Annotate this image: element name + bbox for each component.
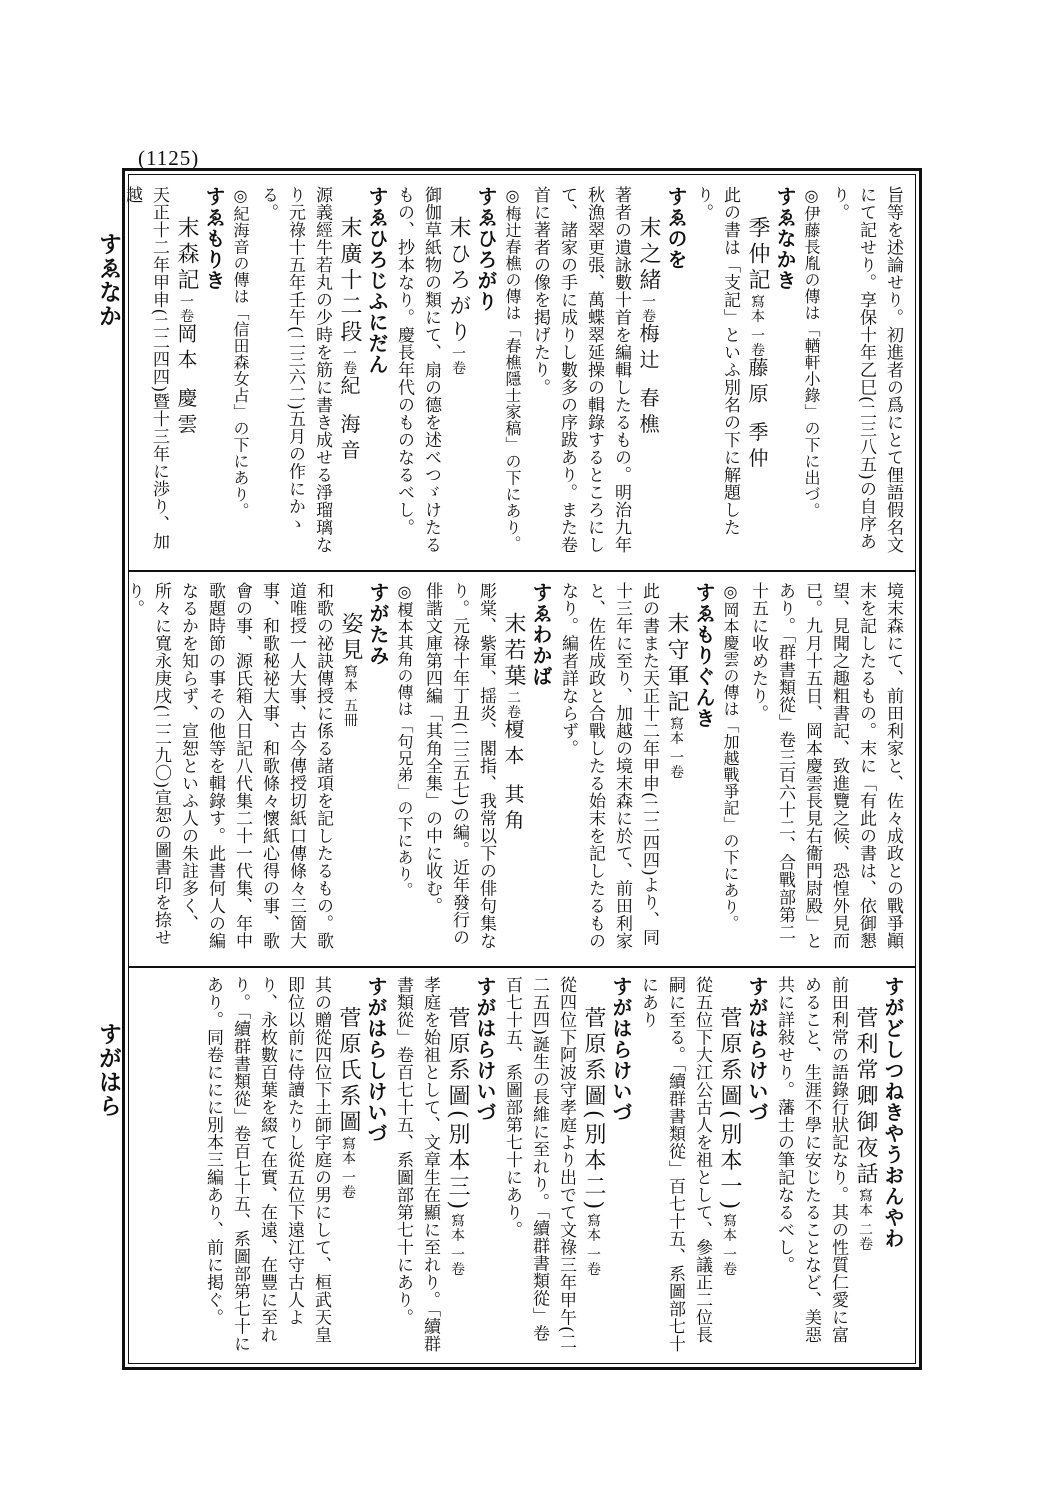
entry-description: 前田利常の語錄行狀記なり。其の性質仁愛に富めること、生涯不學に安じたることなど、美惡共に詳敍せり。藩士の筆記なるべし。 [774, 976, 848, 1344]
entry-description: 此の書は「支記」といふ別名の下に解題したり。 [693, 186, 740, 536]
entry-reference: ◎榎本其角の傳は「句兄弟」の下にあり。 [395, 582, 414, 899]
entry-description: 源義經牛若丸の少時を筋に書き成せる淨瑠璃なり元祿十五年壬午(二三六二)五月の作にかゝる。 [258, 186, 332, 554]
entry-title: 末森記 [174, 216, 199, 294]
entry-title-line [634, 186, 662, 562]
entry-title-line [743, 186, 771, 562]
entry-heading: すがはらけいづ [473, 976, 497, 1123]
entry-volumes: 寫本 二卷 [857, 1188, 873, 1251]
entry-description: 天正十二年甲申(二二四四)暨十三年に渉り、加越 [122, 186, 169, 551]
entry-volumes: 一卷 [178, 294, 194, 323]
entry-heading: すゑもりき [202, 186, 226, 291]
entry-title-line [336, 582, 364, 958]
entry-reference: ◎岡本慶雲の傳は「加越戰爭記」の下にあり。 [721, 582, 740, 932]
entry-heading: すがはらけいづ [745, 976, 769, 1123]
entry-title: 末廣十二段 [337, 216, 362, 346]
entry-description: 從四位下阿波守孝庭より出でて文祿三年甲午(二二五四)誕生の長維に至れり。「續群書類從」卷百七十五、系圖部第七十にあり。 [502, 976, 576, 1351]
entry-volumes: 寫本 五冊 [342, 664, 358, 727]
entry-title: 菅利常卿御夜話 [853, 1006, 878, 1188]
text-band-bottom [142, 976, 906, 1356]
entry-heading: すゑひろがり [474, 186, 498, 312]
entry-reference: ◎伊藤長胤の傳は「輶軒小錄」の下に出づ。 [802, 186, 821, 519]
margin-index-sugahara: すがはら [95, 1022, 122, 1118]
entry-title-line [579, 976, 607, 1356]
entry-title: 末之緒 [636, 216, 661, 294]
entry-title: 姿見 [338, 612, 363, 664]
entry-volumes: 寫本 一卷 [721, 1213, 737, 1277]
entry-heading: すゑわかば [529, 582, 553, 687]
entry-author: 岡本 慶雲 [174, 323, 198, 440]
entry-title-line [499, 582, 527, 958]
entry-title: 季仲記 [745, 216, 770, 294]
entry-heading: すがたみ [366, 582, 390, 666]
entry-description: 御伽草紙物の類にて、扇の德を述べつゞけたるもの、抄本なり。慶長年代のものなるべし。 [394, 186, 441, 554]
entry-title-line [851, 976, 879, 1356]
entry-author: 藤原 季仲 [745, 356, 769, 474]
entry-description: 境末森にて、前田利家と、佐々成政との戰爭顚末を記したるもの。末に「有此の書は、依御懇望、見聞之趣粗書記、致進覽之候、恐惶外見而已。九月十五日、岡本慶雲長見右衞門尉殿」とあり。「群書類從」卷三百六十二、合戰部第二十五に收めたり。 [748, 582, 903, 950]
entry-title-line [335, 186, 363, 562]
entry-heading: すがはらしけいづ [364, 976, 388, 1144]
entry-heading: すゑひろじふにだん [365, 186, 389, 375]
entry-description: 彫棠、紫軍、揺炎、閣指、我常以下の俳句集なり。元祿十年丁丑(二三五七)の編。近年發行の俳諧文庫第四編「其角全集」の中に收む。 [422, 582, 496, 950]
entry-heading: すがはらけいづ [609, 976, 633, 1123]
entry-title: 菅原系圖(別本二) [581, 1006, 606, 1214]
entry-description: 孝庭を始祖として、文章生在顯に至れり。「續群書類從」卷百七十五、系圖部第七十にあり。 [393, 976, 440, 1353]
entry-heading: すゑのを [664, 186, 688, 270]
entry-title: 菅原氏系圖 [336, 1006, 361, 1136]
entry-title: 末ひろがり [446, 216, 471, 346]
entry-heading: すゑなかき [773, 186, 797, 291]
entry-volumes: 寫本 一卷 [449, 1213, 465, 1277]
entry-title: 末若葉 [501, 612, 526, 690]
text-band-middle [124, 582, 906, 958]
entry-heading: すゑもりぐんき [692, 582, 716, 729]
entry-heading: すがどしつねきやうおんやわ [881, 976, 905, 1249]
band-divider-bottom [128, 966, 916, 968]
entry-title-line [662, 582, 690, 958]
entry-author: 榎本 其角 [501, 719, 525, 836]
entry-volumes: 寫本 一卷 [749, 294, 765, 357]
entry-volumes: 一卷 [341, 346, 357, 375]
entry-volumes: 寫本 一卷 [585, 1213, 601, 1277]
entry-title: 菅原系圖(別本三) [445, 1006, 470, 1214]
entry-title-line [443, 976, 471, 1356]
entry-description: 著者の遺詠數十首を編輯したるもの。明治九年秋漁翠更張、萬蝶翠延操の輯錄するところにして、諸家の手に成りし數多の序跋あり。また卷首に著者の像を掲げたり。 [530, 186, 631, 554]
entry-reference: ◎紀海音の傳は「信田森女占」の下にあり。 [231, 186, 250, 519]
band-divider-top [128, 570, 916, 572]
entry-description: 和歌の祕訣傳授に係る諸項を記したるもの。歌道唯授一人大事、古今傳授切紙口傳條々三箇大事、和歌秘祕大事、和歌條々懷紙心得の事、歌會の事、源氏箱入日記八代集二十一代集、年中歌題時節の事その他等を輯錄す。此書何人の編なるかを知らず、宣恕といふ人の朱註多く、所々に寬永庚戌(二二九〇)宣恕の圖書印を捺せり。 [124, 582, 333, 950]
entry-author: 梅辻 春樵 [636, 323, 660, 440]
entry-title-line [334, 976, 362, 1356]
entry-volumes: 二卷 [505, 690, 521, 719]
entry-title-line [444, 186, 472, 562]
entry-volumes: 一卷 [450, 346, 466, 375]
margin-index-sue-naka: すゑなか [95, 232, 122, 328]
entry-title-line [715, 976, 743, 1356]
entry-volumes: 寫本 一卷 [668, 716, 684, 779]
entry-volumes: 寫本 一卷 [340, 1136, 356, 1199]
entry-description: 此の書また天正十二年甲申(二二四四)より、同十三年に至り、加越の境末森に於て、前田利家と、佐佐成政と合戰したる始末を記したるものなり。編者詳ならず。 [558, 582, 659, 950]
entry-title: 末守軍記 [664, 612, 689, 716]
page-number: (1125) [138, 146, 200, 170]
entry-volumes: 一卷 [640, 294, 656, 323]
entry-author: 紀 海音 [337, 375, 361, 466]
entry-description: 從五位下大江公古人を祖として、參議正二位長嗣に至る。「續群書類從」百七十五、系圖部七十にあり [638, 976, 712, 1353]
entry-description: 旨等を述論せり。初進者の爲にとて俚語假名文にて記せり。享保十年乙巳(二三八五)の自序あり。 [829, 186, 903, 554]
entry-description: 其の贈從四位下土師宇庭の男にして、桓武天皇即位以前に侍讀たりし從五位下遠江守古人より、永枚數百葉を綴て在實、在遠、在豐に至れり。「續群書類從」卷百七十五、系圖部第七十にあり。同卷ににに別本三編あり、前に掲ぐ。 [203, 976, 331, 1353]
entry-reference: ◎梅辻春樵の傳は「春樵隱士家稿」の下にあり。 [503, 186, 522, 552]
entry-title-line [172, 186, 200, 562]
text-band-top [122, 186, 906, 562]
entry-title: 菅原系圖(別本一) [717, 1006, 742, 1214]
